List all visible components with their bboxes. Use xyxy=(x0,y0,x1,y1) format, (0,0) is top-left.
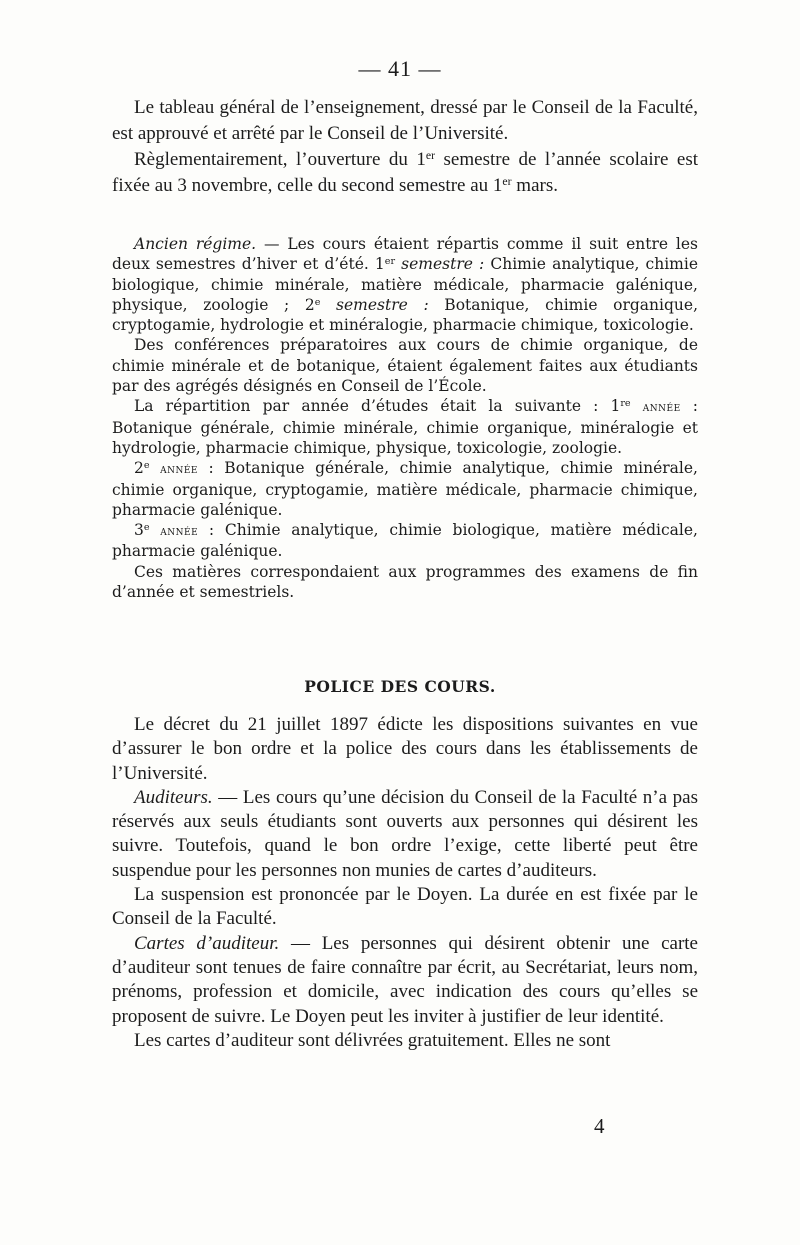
text-run: Botanique, chimie organique, cryptogamie, hydrologie et minéralogie, pharmacie chimique, toxicologie. xyxy=(112,295,698,335)
paragraph-cartes xyxy=(112,932,698,1029)
superscript: e xyxy=(143,460,150,472)
annee-label: année xyxy=(642,399,681,415)
paragraph-programmes: Ces matières correspondaient aux programmes des examens de fin d’année et semestriels. xyxy=(112,562,698,602)
text-run: : Chimie analytique, chimie biologique, matière médicale, pharmacie galénique. xyxy=(112,521,698,561)
signature-mark: 4 xyxy=(594,1114,605,1138)
text-run: — Les personnes qui désirent obtenir une carte d’auditeur sont tenues de faire connaître par écrit, au Secrétariat, leurs nom, prénoms, profession et domicile, avec indication des cours qu’elles se proposent de suivre. Le Doyen peut les inviter à justifier de leur identité. xyxy=(112,932,698,1027)
superscript: re xyxy=(620,398,631,410)
paragraph-ouverture xyxy=(112,147,698,199)
paragraph-suspension: La suspension est prononcée par le Doyen. La durée en est fixée par le Conseil de la Faculté. xyxy=(112,884,698,930)
cartes-label: Cartes d’auditeur. xyxy=(134,932,280,954)
superscript: er xyxy=(384,256,396,268)
paragraph-gratuit: Les cartes d’auditeur sont délivrées gratuitement. Elles ne sont xyxy=(134,1029,611,1051)
superscript: e xyxy=(143,522,150,534)
text-run: : Botanique générale, chimie minérale, chimie organique, minéralogie et hydrologie, pharmacie chimique, physique, toxicologie, zoologie. xyxy=(112,397,698,457)
ancien-regime-section xyxy=(112,234,698,602)
text-run: : Botanique générale, chimie analytique, chimie minérale, chimie organique, cryptogamie, matière médicale, pharmacie chimique, pharmacie galénique. xyxy=(112,459,698,519)
auditeurs-label: Auditeurs. xyxy=(134,786,213,808)
section-heading: POLICE DES COURS. xyxy=(304,677,496,696)
paragraph-tableau: Le tableau général de l’enseignement, dressé par le Conseil de la Faculté, est approuvé et arrêté par le Conseil de l’Université. xyxy=(112,97,698,144)
text-run: 3 xyxy=(134,521,144,540)
superscript: er xyxy=(502,175,512,189)
paragraph-repartition xyxy=(112,396,698,458)
paragraph-ancien-regime xyxy=(112,234,698,335)
annee-label: année xyxy=(160,523,199,539)
police-section xyxy=(112,713,698,1053)
paragraph-annee-3 xyxy=(112,520,698,562)
text-run: — Les cours étaient répartis comme il suit entre les deux semestres d’hiver et d’été. 1 xyxy=(112,235,699,274)
intro-section xyxy=(112,95,698,199)
text-run: mars. xyxy=(511,175,558,196)
text-run: 2 xyxy=(134,459,144,478)
superscript: e xyxy=(314,297,321,309)
paragraph-decret: Le décret du 21 juillet 1897 édicte les dispositions suivantes en vue d’assurer le bon ordre et la police des cours dans les établissements de l’Université. xyxy=(112,714,698,784)
semestre-label: semestre : xyxy=(401,255,485,274)
semestre-label: semestre : xyxy=(336,295,429,314)
text-run: semestre de l’année scolaire est fixée au 3 novembre, celle du second semestre au 1 xyxy=(112,149,698,196)
text-run: — Les cours qu’une décision du Conseil de la Faculté n’a pas réservés aux seuls étudiants sont ouverts aux personnes qui désirent les suivre. Toutefois, quand le bon ordre l’exige, cette liberté peut être suspendue pour les personnes non munies de cartes d’auditeurs. xyxy=(112,786,698,881)
paragraph-annee-2 xyxy=(112,458,698,520)
ancien-regime-label: Ancien régime. xyxy=(134,235,257,253)
paragraph-conferences: Des conférences préparatoires aux cours de chimie organique, de chimie minérale et de botanique, étaient également faites aux étudiants par des agrégés désignés en Conseil de l’École. xyxy=(112,336,698,396)
annee-label: année xyxy=(160,461,198,477)
paragraph-auditeurs xyxy=(112,786,698,883)
superscript: er xyxy=(425,149,436,163)
text-run: Chimie analytique, chimie biologique, chimie minérale, matière médicale, pharmacie galénique, physique, zoologie ; 2 xyxy=(112,255,698,314)
text-run: Règlementairement, l’ouverture du 1 xyxy=(134,149,426,170)
text-run: La répartition par année d’études était la suivante : 1 xyxy=(134,397,621,416)
page-number: — 41 — xyxy=(358,56,442,81)
